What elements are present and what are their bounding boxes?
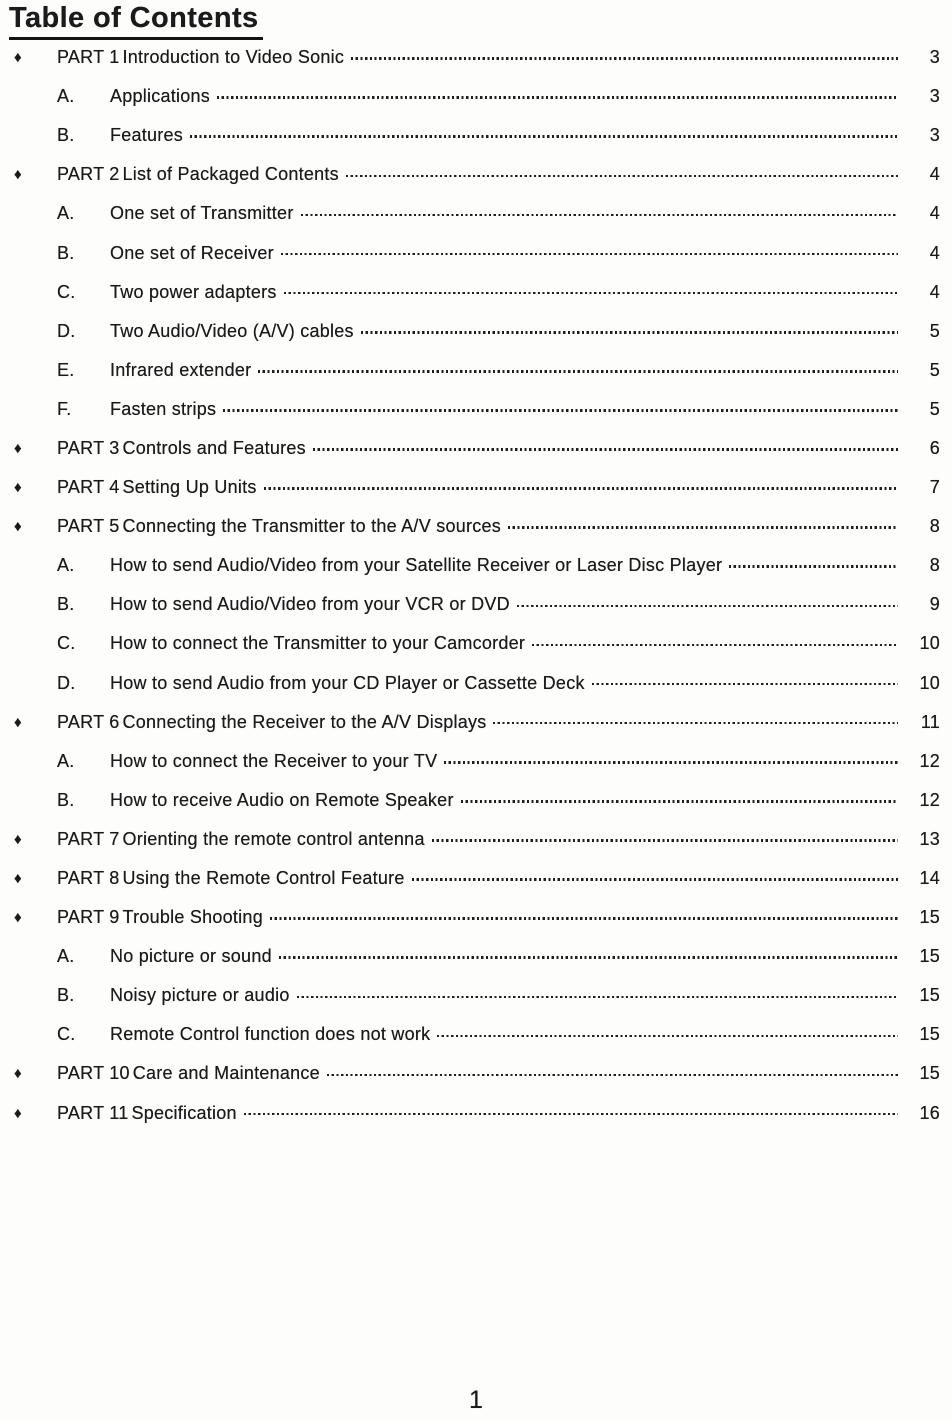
toc-entry-page: 3 bbox=[929, 86, 940, 107]
dotted-leader bbox=[517, 605, 898, 608]
toc-entry-title: Two Audio/Video (A/V) cables bbox=[110, 320, 354, 341]
dotted-leader bbox=[432, 839, 898, 842]
toc-entry-label: PART 1 bbox=[57, 47, 120, 68]
diamond-bullet-icon: ♦ bbox=[14, 439, 22, 457]
toc-entry-title: How to connect the Transmitter to your Camcorder bbox=[110, 633, 526, 654]
toc-entry bbox=[0, 390, 952, 429]
dotted-leader bbox=[284, 292, 898, 295]
toc-entry bbox=[0, 116, 952, 155]
toc-entry-label: A. bbox=[57, 750, 75, 771]
toc-entry-label: C. bbox=[57, 281, 76, 302]
toc-entry-label: C. bbox=[57, 633, 76, 654]
toc-entry-title: Connecting the Transmitter to the A/V sources bbox=[122, 516, 501, 537]
dotted-leader bbox=[223, 409, 898, 412]
toc-entry-label: C. bbox=[57, 1024, 76, 1045]
toc-entry-label: A. bbox=[57, 86, 75, 107]
toc-entry-page: 4 bbox=[929, 203, 940, 224]
toc-entry-title: One set of Transmitter bbox=[110, 203, 294, 224]
toc-entry-page: 3 bbox=[929, 47, 940, 68]
dotted-leader bbox=[437, 1035, 898, 1038]
toc-entry bbox=[0, 976, 952, 1015]
toc-entry-title: How to connect the Receiver to your TV bbox=[110, 750, 438, 771]
toc-entry-label: PART 3 bbox=[57, 437, 120, 458]
toc-entry-label: PART 4 bbox=[57, 477, 120, 498]
toc-entry-label: E. bbox=[57, 359, 75, 380]
toc-entry-title: One set of Receiver bbox=[110, 242, 274, 263]
toc-entry bbox=[0, 77, 952, 116]
toc-entry-title: Introduction to Video Sonic bbox=[122, 47, 345, 68]
toc-entry-page: 3 bbox=[929, 125, 940, 146]
footer-page-number: 1 bbox=[469, 1386, 483, 1414]
toc-entry-page: 10 bbox=[919, 633, 940, 654]
toc-entry-page: 7 bbox=[929, 477, 940, 498]
toc-list bbox=[0, 38, 952, 1133]
toc-entry-page: 6 bbox=[929, 437, 940, 458]
toc-entry-page: 12 bbox=[919, 750, 940, 771]
toc-entry-title: How to receive Audio on Remote Speaker bbox=[110, 789, 454, 810]
diamond-bullet-icon: ♦ bbox=[14, 49, 22, 67]
toc-entry bbox=[0, 429, 952, 468]
dotted-leader bbox=[461, 800, 898, 803]
toc-entry bbox=[0, 351, 952, 390]
toc-entry-page: 10 bbox=[919, 672, 940, 693]
toc-entry-title: Trouble Shooting bbox=[122, 907, 263, 928]
toc-entry bbox=[0, 1094, 952, 1133]
toc-entry-label: B. bbox=[57, 594, 75, 615]
toc-entry bbox=[0, 233, 952, 272]
toc-entry-label: PART 10 bbox=[57, 1063, 130, 1084]
toc-entry bbox=[0, 624, 952, 663]
toc-entry-title: Noisy picture or audio bbox=[110, 985, 290, 1006]
dotted-leader bbox=[729, 565, 898, 568]
toc-entry-title: Specification bbox=[131, 1102, 237, 1123]
toc-entry-page: 4 bbox=[929, 242, 940, 263]
toc-entry-page: 13 bbox=[919, 828, 940, 849]
toc-entry-page: 11 bbox=[920, 711, 940, 732]
diamond-bullet-icon: ♦ bbox=[14, 166, 22, 184]
dotted-leader bbox=[412, 878, 898, 881]
diamond-bullet-icon: ♦ bbox=[14, 713, 22, 731]
dotted-leader bbox=[508, 526, 898, 529]
dotted-leader bbox=[281, 253, 898, 256]
dotted-leader bbox=[361, 331, 898, 334]
toc-entry-page: 8 bbox=[929, 516, 940, 537]
diamond-bullet-icon: ♦ bbox=[14, 479, 22, 497]
toc-entry-title: Fasten strips bbox=[110, 398, 217, 419]
toc-entry-title: How to send Audio/Video from your Satellite Receiver or Laser Disc Player bbox=[110, 555, 723, 576]
dotted-leader bbox=[190, 135, 898, 138]
toc-entry-label: B. bbox=[57, 789, 75, 810]
toc-entry-label: PART 8 bbox=[57, 868, 120, 889]
toc-entry bbox=[0, 38, 952, 77]
toc-entry bbox=[0, 546, 952, 585]
toc-entry-label: F. bbox=[57, 398, 72, 419]
dotted-leader bbox=[264, 487, 898, 490]
toc-entry bbox=[0, 664, 952, 703]
toc-entry-label: PART 7 bbox=[57, 828, 120, 849]
dotted-leader bbox=[532, 644, 898, 647]
toc-entry-page: 5 bbox=[929, 359, 940, 380]
page-title: Table of Contents bbox=[9, 2, 263, 40]
toc-entry bbox=[0, 820, 952, 859]
dotted-leader bbox=[327, 1074, 898, 1077]
toc-entry-label: PART 2 bbox=[57, 164, 120, 185]
dotted-leader bbox=[351, 57, 898, 60]
dotted-leader bbox=[279, 956, 898, 959]
toc-entry-title: Two power adapters bbox=[110, 281, 277, 302]
toc-entry-title: Setting Up Units bbox=[122, 477, 257, 498]
toc-entry-page: 12 bbox=[919, 789, 940, 810]
toc-entry-label: B. bbox=[57, 985, 75, 1006]
toc-entry-page: 5 bbox=[929, 398, 940, 419]
toc-entry bbox=[0, 703, 952, 742]
toc-entry-title: Remote Control function does not work bbox=[110, 1024, 431, 1045]
diamond-bullet-icon: ♦ bbox=[14, 830, 22, 848]
toc-entry-label: PART 9 bbox=[57, 907, 120, 928]
diamond-bullet-icon: ♦ bbox=[14, 870, 22, 888]
toc-entry-page: 4 bbox=[929, 164, 940, 185]
dotted-leader bbox=[493, 722, 898, 725]
toc-entry-title: Connecting the Receiver to the A/V Displays bbox=[122, 711, 487, 732]
toc-entry bbox=[0, 937, 952, 976]
toc-entry-title: How to send Audio from your CD Player or Cassette Deck bbox=[110, 672, 585, 693]
toc-entry-title: Orienting the remote control antenna bbox=[122, 828, 425, 849]
toc-entry bbox=[0, 468, 952, 507]
toc-entry-page: 14 bbox=[919, 868, 940, 889]
toc-entry bbox=[0, 898, 952, 937]
toc-entry-title: Controls and Features bbox=[122, 437, 306, 458]
dotted-leader bbox=[444, 761, 898, 764]
toc-entry-label: B. bbox=[57, 242, 75, 263]
toc-entry-page: 4 bbox=[929, 281, 940, 302]
toc-entry-label: D. bbox=[57, 672, 76, 693]
toc-entry-label: PART 5 bbox=[57, 516, 120, 537]
toc-entry bbox=[0, 742, 952, 781]
toc-entry bbox=[0, 585, 952, 624]
dotted-leader bbox=[297, 996, 898, 999]
toc-entry-title: Using the Remote Control Feature bbox=[122, 868, 405, 889]
toc-entry-title: No picture or sound bbox=[110, 946, 272, 967]
toc-entry bbox=[0, 1015, 952, 1054]
dotted-leader bbox=[217, 96, 898, 99]
toc-entry-page: 15 bbox=[919, 1063, 940, 1084]
toc-entry-title: Applications bbox=[110, 86, 211, 107]
toc-entry-page: 5 bbox=[929, 320, 940, 341]
toc-entry-page: 16 bbox=[919, 1102, 940, 1123]
toc-entry-title: Features bbox=[110, 125, 184, 146]
toc-entry-label: B. bbox=[57, 125, 75, 146]
toc-entry-title: List of Packaged Contents bbox=[122, 164, 339, 185]
diamond-bullet-icon: ♦ bbox=[14, 1065, 22, 1083]
dotted-leader bbox=[313, 448, 898, 451]
toc-entry-label: PART 11 bbox=[57, 1102, 129, 1123]
dotted-leader bbox=[346, 175, 898, 178]
toc-entry-label: A. bbox=[57, 555, 75, 576]
toc-entry-page: 8 bbox=[929, 555, 940, 576]
toc-entry-title: How to send Audio/Video from your VCR or DVD bbox=[110, 594, 510, 615]
diamond-bullet-icon: ♦ bbox=[14, 518, 22, 536]
toc-entry-label: A. bbox=[57, 203, 75, 224]
toc-entry-label: A. bbox=[57, 946, 75, 967]
toc-entry-page: 15 bbox=[919, 985, 940, 1006]
toc-entry-page: 9 bbox=[929, 594, 940, 615]
toc-entry-label: D. bbox=[57, 320, 76, 341]
toc-entry-page: 15 bbox=[919, 1024, 940, 1045]
toc-entry-page: 15 bbox=[919, 946, 940, 967]
toc-entry-label: PART 6 bbox=[57, 711, 120, 732]
toc-entry bbox=[0, 273, 952, 312]
diamond-bullet-icon: ♦ bbox=[14, 1104, 22, 1122]
toc-entry bbox=[0, 1054, 952, 1093]
toc-entry-page: 15 bbox=[919, 907, 940, 928]
toc-entry bbox=[0, 781, 952, 820]
dotted-leader bbox=[258, 370, 898, 373]
toc-entry bbox=[0, 859, 952, 898]
toc-entry bbox=[0, 194, 952, 233]
toc-entry bbox=[0, 507, 952, 546]
dotted-leader bbox=[270, 917, 898, 920]
diamond-bullet-icon: ♦ bbox=[14, 909, 22, 927]
toc-entry-title: Care and Maintenance bbox=[132, 1063, 320, 1084]
dotted-leader bbox=[592, 683, 898, 686]
dotted-leader bbox=[301, 214, 898, 217]
toc-entry bbox=[0, 312, 952, 351]
toc-entry bbox=[0, 155, 952, 194]
toc-entry-title: Infrared extender bbox=[110, 359, 252, 380]
dotted-leader bbox=[244, 1113, 898, 1116]
